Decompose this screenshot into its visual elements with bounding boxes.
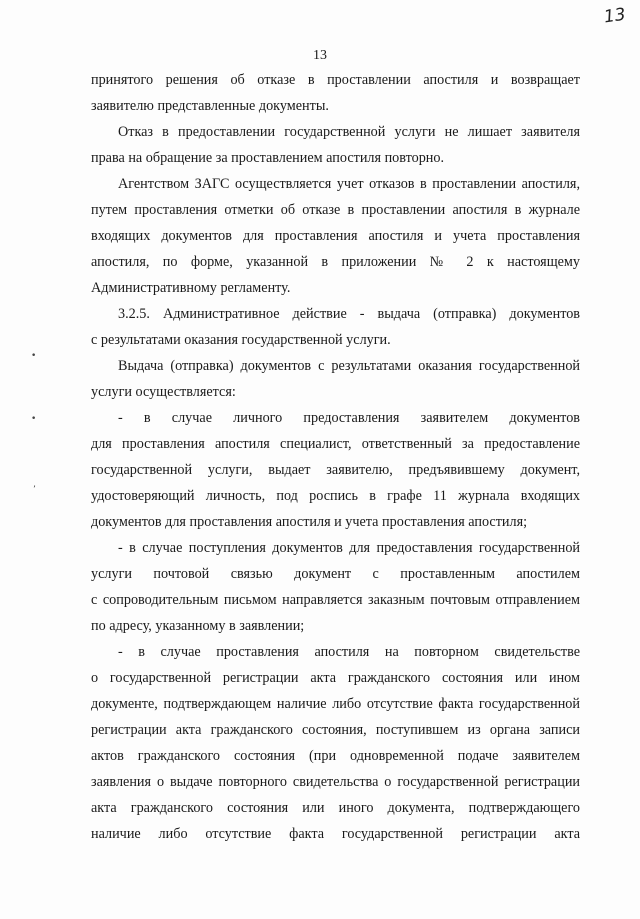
text-line: документе, подтверждающем наличие либо отсутствие факта государственной [91,696,580,712]
text-line: о государственной регистрации акта гражданского состояния или ином [91,670,580,686]
page-number: 13 [313,48,327,63]
text-line: актов гражданского состояния (при одновременной подаче заявителем [91,748,580,764]
text-line: наличие либо отсутствие факта государственной регистрации акта [91,826,580,842]
text-line: для проставления апостиля специалист, ответственный за предоставление [91,436,580,452]
text-line: по адресу, указанному в заявлении; [91,618,305,634]
text-line: с результатами оказания государственной услуги. [91,332,391,348]
text-line: - в случае поступления документов для предоставления государственной [118,540,580,556]
text-line: 3.2.5. Административное действие - выдача (отправка) документов [118,306,580,322]
text-line: услуги почтовой связью документ с проставленным апостилем [91,566,580,582]
text-line: - в случае личного предоставления заявителем документов [118,410,580,426]
text-line: с сопроводительным письмом направляется заказным почтовым отправлением [91,592,580,608]
margin-mark: ʼ [33,485,36,495]
margin-mark: • [31,351,37,361]
text-line: входящих документов для проставления апостиля и учета проставления [91,228,580,244]
text-line: регистрации акта гражданского состояния, поступившем из органа записи [91,722,580,738]
text-line: Административному регламенту. [91,280,291,296]
text-line: Агентством ЗАГС осуществляется учет отказов в проставлении апостиля, [118,176,580,192]
text-line: апостиля, по форме, указанной в приложении № 2 к настоящему [91,254,580,270]
handwritten-page-number: 13 [603,4,628,28]
text-line: документов для проставления апостиля и учета проставления апостиля; [91,514,528,530]
text-line: - в случае проставления апостиля на повторном свидетельстве [118,644,580,660]
text-line: путем проставления отметки об отказе в проставлении апостиля в журнале [91,202,580,218]
text-line: права на обращение за проставлением апостиля повторно. [91,150,445,166]
text-line: акта гражданского состояния или иного документа, подтверждающего [91,800,580,816]
text-line: государственной услуги, выдает заявителю, предъявившему документ, [91,462,580,478]
margin-mark: • [31,414,37,424]
text-line: услуги осуществляется: [91,384,236,400]
text-line: заявителю представленные документы. [91,98,329,114]
text-line: Выдача (отправка) документов с результатами оказания государственной [118,358,580,374]
text-line: удостоверяющий личность, под роспись в графе 11 журнала входящих [91,488,580,504]
text-line: Отказ в предоставлении государственной услуги не лишает заявителя [118,124,580,140]
text-line: принятого решения об отказе в проставлении апостиля и возвращает [91,72,580,88]
document-body-text [91,67,580,847]
text-line: заявления о выдаче повторного свидетельства о государственной регистрации [91,774,580,790]
